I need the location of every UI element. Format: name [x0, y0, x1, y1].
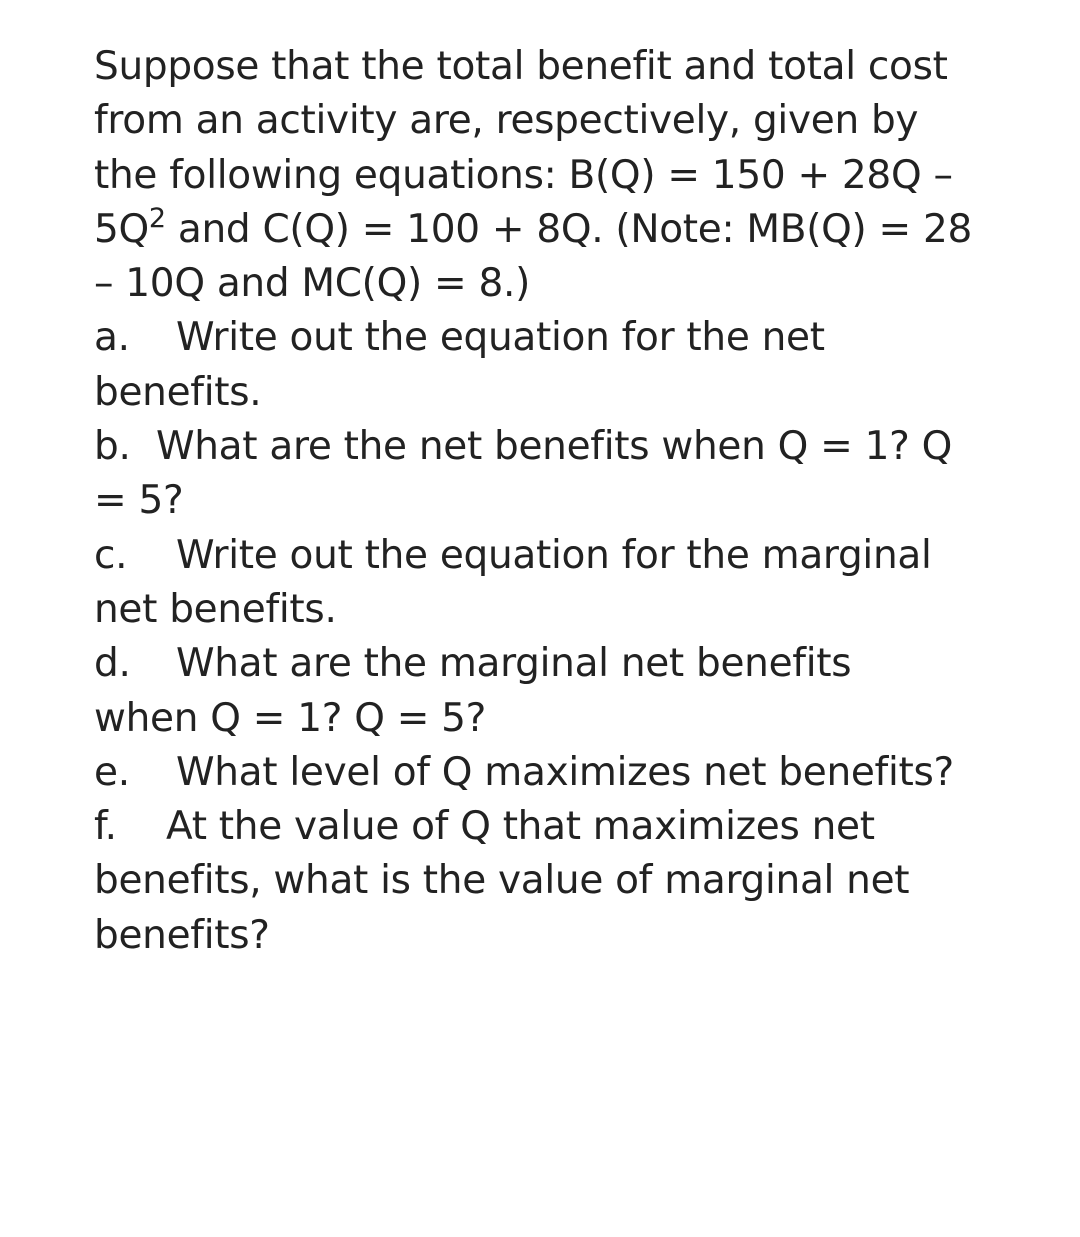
question-d-cont: when Q = 1? Q = 5? [94, 695, 487, 741]
question-e-label: e. [94, 749, 130, 795]
question-b-label: b. [94, 424, 131, 470]
question-d-label: d. [94, 641, 131, 687]
question-b [94, 420, 1054, 474]
question-a [94, 311, 1054, 365]
question-a-label: a. [94, 315, 130, 361]
question-c-cont: net benefits. [94, 586, 337, 632]
question-f-text: At the value of Q that maximizes net [166, 804, 875, 850]
intro-line-4-rest: and C(Q) = 100 + 8Q. (Note: MB(Q) = 28 [165, 206, 973, 252]
question-a-cont: benefits. [94, 369, 262, 415]
intro-line-4 [94, 203, 1054, 257]
exponent: 2 [148, 202, 166, 234]
intro-line-1: Suppose that the total benefit and total cost [94, 44, 948, 89]
question-a-text: Write out the equation for the net [176, 315, 825, 361]
benefit-term-5q: 5Q [94, 206, 149, 252]
question-b-cont: = 5? [94, 478, 184, 524]
question-f [94, 800, 1054, 854]
question-e-text: What level of Q maximizes net benefits? [176, 749, 954, 795]
question-f-cont-1: benefits, what is the value of marginal net [94, 858, 910, 904]
question-d-text: What are the marginal net benefits [176, 641, 852, 687]
question-c-label: c. [94, 532, 128, 578]
question-f-cont-2: benefits? [94, 912, 270, 958]
intro-line-3: the following equations: B(Q) = 150 + 28Q – [94, 152, 953, 198]
question-e [94, 746, 1054, 800]
question-b-text: What are the net benefits when Q = 1? Q [156, 424, 952, 470]
question-c-text: Write out the equation for the marginal [176, 532, 932, 578]
question-f-label: f. [94, 804, 117, 850]
question-d [94, 637, 1054, 691]
question-c [94, 529, 1054, 583]
intro-line-5: – 10Q and MC(Q) = 8.) [94, 261, 530, 307]
problem-text [94, 40, 1054, 963]
intro-line-2: from an activity are, respectively, given by [94, 98, 919, 144]
